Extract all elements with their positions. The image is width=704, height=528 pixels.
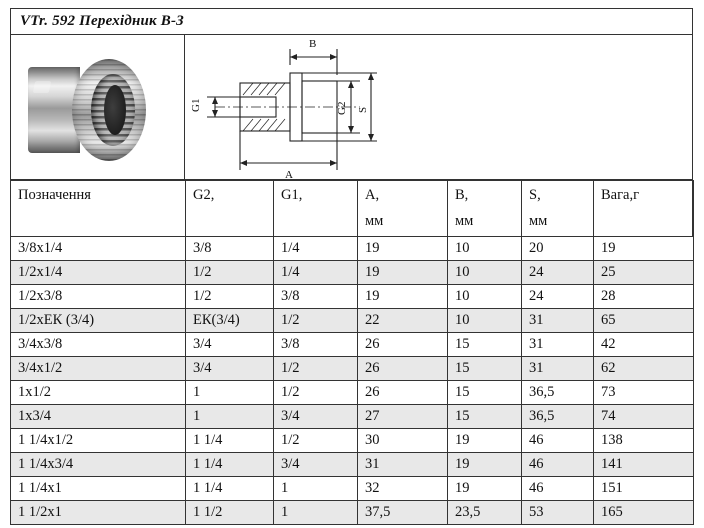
table-header-row (11, 181, 694, 237)
cell-g2: 1 1/4 (186, 429, 274, 453)
cell-designation: 1/2х3/8 (11, 285, 186, 309)
cell-b: 19 (448, 477, 522, 501)
dim-label-b: B (309, 38, 317, 50)
column-header-s: S, мм (522, 181, 594, 237)
cell-g1: 3/4 (274, 405, 358, 429)
cell-g2 (186, 309, 274, 333)
table-row (11, 405, 694, 429)
cell-b: 23,5 (448, 501, 522, 525)
table-row (11, 357, 694, 381)
cell-a: 19 (358, 285, 448, 309)
cell-designation: 1/2х1/4 (11, 261, 186, 285)
cell-designation: 1х1/2 (11, 381, 186, 405)
cell-g2: 3/4 (186, 357, 274, 381)
cell-b: 19 (448, 429, 522, 453)
table-row (11, 285, 694, 309)
cell-weight: 25 (594, 261, 694, 285)
cell-s: 31 (522, 357, 594, 381)
table-row (11, 501, 694, 525)
cell-g2: 3/8 (186, 237, 274, 261)
technical-drawing (185, 35, 692, 179)
cell-designation: 1 1/4х1 (11, 477, 186, 501)
cell-a: 37,5 (358, 501, 448, 525)
table-row (11, 477, 694, 501)
cell-g2: 1 1/4 (186, 477, 274, 501)
cell-g1: 3/4 (274, 453, 358, 477)
title-bar (10, 8, 693, 35)
cell-s: 24 (522, 285, 594, 309)
image-row (10, 35, 693, 180)
cell-designation: 1/2хЕК (3/4) (11, 309, 186, 333)
cell-g1: 1 (274, 501, 358, 525)
cell-s: 20 (522, 237, 594, 261)
cell-weight: 138 (594, 429, 694, 453)
cell-b: 10 (448, 261, 522, 285)
column-header-b: B, мм (448, 181, 522, 237)
cell-weight: 165 (594, 501, 694, 525)
cell-b: 10 (448, 237, 522, 261)
table-row (11, 309, 694, 333)
cell-g2: 1/2 (186, 285, 274, 309)
cell-b: 15 (448, 381, 522, 405)
table-row (11, 237, 694, 261)
cell-g2: 1 (186, 381, 274, 405)
cell-g1: 1/2 (274, 309, 358, 333)
cell-g1: 3/8 (274, 333, 358, 357)
cell-g2-value: ЕК(3/4) (193, 312, 240, 328)
cell-s: 31 (522, 333, 594, 357)
cell-weight: 74 (594, 405, 694, 429)
cell-a: 27 (358, 405, 448, 429)
cell-b: 15 (448, 405, 522, 429)
cell-s: 36,5 (522, 381, 594, 405)
cell-a: 26 (358, 333, 448, 357)
cell-designation: 3/4х1/2 (11, 357, 186, 381)
column-header-weight: Вага,г (594, 181, 694, 237)
cell-designation: 1 1/2х1 (11, 501, 186, 525)
cell-g1: 1/2 (274, 357, 358, 381)
cell-g2: 1/2 (186, 261, 274, 285)
dim-label-g1: G1 (190, 98, 202, 112)
cell-weight: 28 (594, 285, 694, 309)
cell-g1: 1 (274, 477, 358, 501)
cell-weight: 73 (594, 381, 694, 405)
product-photo-cell (10, 35, 185, 179)
cell-a: 19 (358, 237, 448, 261)
cell-s: 36,5 (522, 405, 594, 429)
cell-a: 19 (358, 261, 448, 285)
cell-a: 26 (358, 357, 448, 381)
cell-s: 53 (522, 501, 594, 525)
table-row (11, 261, 694, 285)
dim-label-g2: G2 (336, 101, 348, 115)
table-row (11, 381, 694, 405)
cell-weight: 19 (594, 237, 694, 261)
cell-g2: 1 1/2 (186, 501, 274, 525)
cell-g1: 3/8 (274, 285, 358, 309)
page-title: VTr. 592 Перехідник В-З (20, 12, 185, 29)
cell-a: 32 (358, 477, 448, 501)
technical-drawing-cell (185, 35, 693, 179)
cell-b: 19 (448, 453, 522, 477)
cell-designation: 3/4х3/8 (11, 333, 186, 357)
cell-b: 10 (448, 285, 522, 309)
cell-b: 15 (448, 333, 522, 357)
cell-designation: 3/8х1/4 (11, 237, 186, 261)
bore-hole-shape (104, 85, 126, 135)
cell-b: 15 (448, 357, 522, 381)
column-header-designation: Позначення (11, 181, 186, 237)
cell-g1: 1/4 (274, 261, 358, 285)
cell-g2: 1 (186, 405, 274, 429)
cell-a: 22 (358, 309, 448, 333)
cell-g2: 3/4 (186, 333, 274, 357)
cell-g1: 1/4 (274, 237, 358, 261)
column-header-g1: G1, (274, 181, 358, 237)
cell-weight: 151 (594, 477, 694, 501)
dim-label-a: A (285, 169, 293, 179)
table-row (11, 429, 694, 453)
table-row (11, 333, 694, 357)
cell-weight: 141 (594, 453, 694, 477)
dim-label-s: S (357, 106, 369, 113)
cell-a: 26 (358, 381, 448, 405)
cell-g1: 1/2 (274, 381, 358, 405)
cell-s: 31 (522, 309, 594, 333)
cell-weight: 62 (594, 357, 694, 381)
cell-designation: 1х3/4 (11, 405, 186, 429)
cell-weight: 42 (594, 333, 694, 357)
specification-table (10, 180, 694, 525)
cell-a: 30 (358, 429, 448, 453)
cell-designation: 1 1/4х3/4 (11, 453, 186, 477)
cell-weight: 65 (594, 309, 694, 333)
cell-a: 31 (358, 453, 448, 477)
cell-designation: 1 1/4х1/2 (11, 429, 186, 453)
cell-s: 46 (522, 429, 594, 453)
column-header-g2: G2, (186, 181, 274, 237)
table-row (11, 453, 694, 477)
cell-g2: 1 1/4 (186, 453, 274, 477)
product-photo (28, 57, 146, 162)
cell-b: 10 (448, 309, 522, 333)
cell-s: 46 (522, 453, 594, 477)
cell-s: 46 (522, 477, 594, 501)
column-header-a: A, мм (358, 181, 448, 237)
cell-s: 24 (522, 261, 594, 285)
cell-g1: 1/2 (274, 429, 358, 453)
